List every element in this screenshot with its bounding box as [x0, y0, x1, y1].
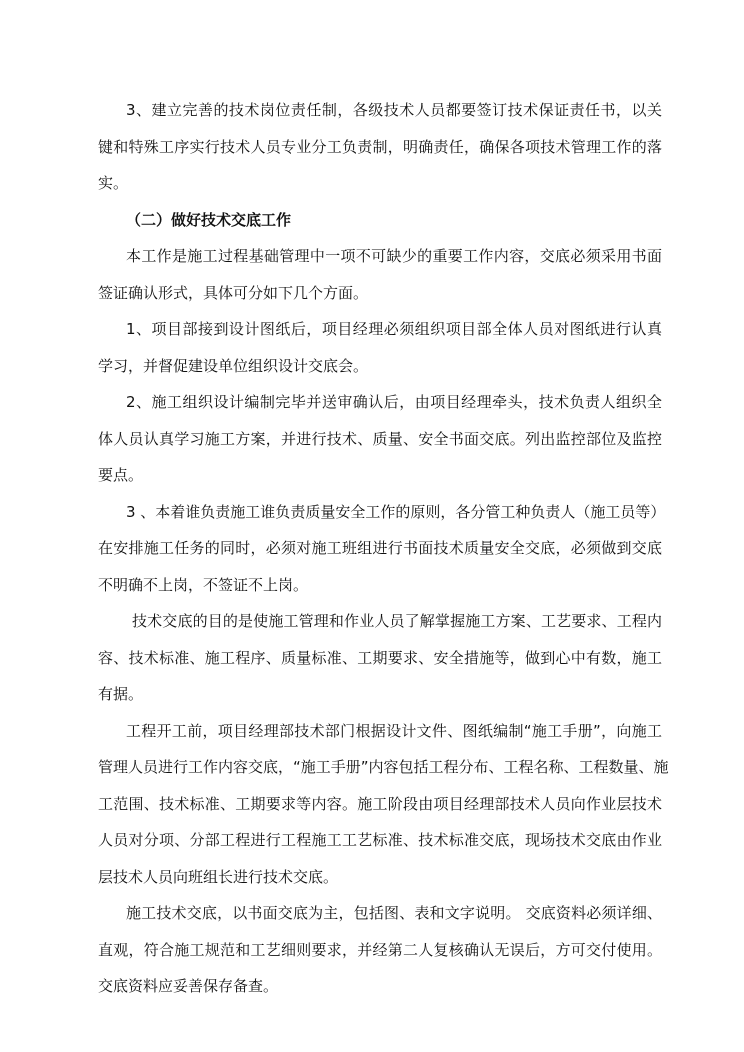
text-line: 管理人员进行工作内容交底，“施工手册”内容包括工程分布、工程名称、工程数量、施: [98, 758, 669, 776]
text-line: 工范围、技术标准、工期要求等内容。施工阶段由项目经理部技术人员向作业层技术: [98, 794, 662, 813]
paragraph: [98, 603, 662, 713]
text-line: 直观，符合施工规范和工艺细则要求，并经第二人复核确认无误后，方可交付使用。: [98, 940, 662, 959]
text-line: 学习，并督促建设单位组织设计交底会。: [98, 356, 369, 375]
text-line: 不明确不上岗，不签证不上岗。: [98, 575, 309, 594]
text-line: 本工作是施工过程基础管理中一项不可缺少的重要工作内容，交底必须采用书面: [126, 247, 662, 265]
paragraph: [98, 311, 662, 384]
text-line: 1、项目部接到设计图纸后，项目经理必须组织项目部全体人员对图纸进行认真: [126, 320, 662, 338]
text-line: 施工技术交底，以书面交底为主，包括图、表和文字说明。 交底资料必须详细、: [126, 904, 662, 922]
text-line: 技术交底的目的是使施工管理和作业人员了解掌握施工方案、工艺要求、工程内: [132, 612, 662, 630]
text-line: 层技术人员向班组长进行技术交底。: [98, 867, 339, 886]
document-page: [98, 92, 669, 1005]
paragraph: [98, 384, 662, 494]
text-line: 人员对分项、分部工程进行工程施工工艺标准、技术标准交底，现场技术交底由作业: [98, 831, 662, 849]
text-line: 交底资料应妥善保存备查。: [98, 977, 279, 995]
text-line: 键和特殊工序实行技术人员专业分工负责制，明确责任，确保各项技术管理工作的落: [98, 137, 662, 156]
text-line: 3、建立完善的技术岗位责任制，各级技术人员都要签订技术保证责任书，以关: [126, 101, 662, 119]
paragraph: [98, 895, 662, 1005]
text-line: 在安排施工任务的同时，必须对施工班组进行书面技术质量安全交底，必须做到交底: [98, 539, 662, 557]
text-line: （二）做好技术交底工作: [126, 210, 292, 229]
text-line: 签证确认形式，具体可分如下几个方面。: [98, 283, 369, 302]
text-line: 体人员认真学习施工方案，并进行技术、质量、安全书面交底。列出监控部位及监控: [98, 429, 662, 448]
text-line: 2、施工组织设计编制完毕并送审确认后，由项目经理牵头，技术负责人组织全: [126, 393, 662, 411]
text-line: 3 、本着谁负责施工谁负责质量安全工作的原则，各分管工种负责人（施工员等）: [126, 502, 666, 521]
paragraph: [98, 92, 662, 202]
text-line: 实。: [98, 174, 129, 192]
text-line: 有据。: [98, 685, 144, 703]
text-line: 工程开工前，项目经理部技术部门根据设计文件、图纸编制“施工手册”，向施工: [126, 721, 662, 740]
text-line: 容、技术标准、施工程序、质量标准、工期要求、安全措施等，做到心中有数，施工: [98, 648, 662, 667]
text-line: 要点。: [98, 466, 144, 484]
paragraph: [98, 238, 662, 311]
section-heading: [98, 202, 662, 239]
paragraph: [98, 713, 669, 896]
paragraph: [98, 494, 666, 604]
